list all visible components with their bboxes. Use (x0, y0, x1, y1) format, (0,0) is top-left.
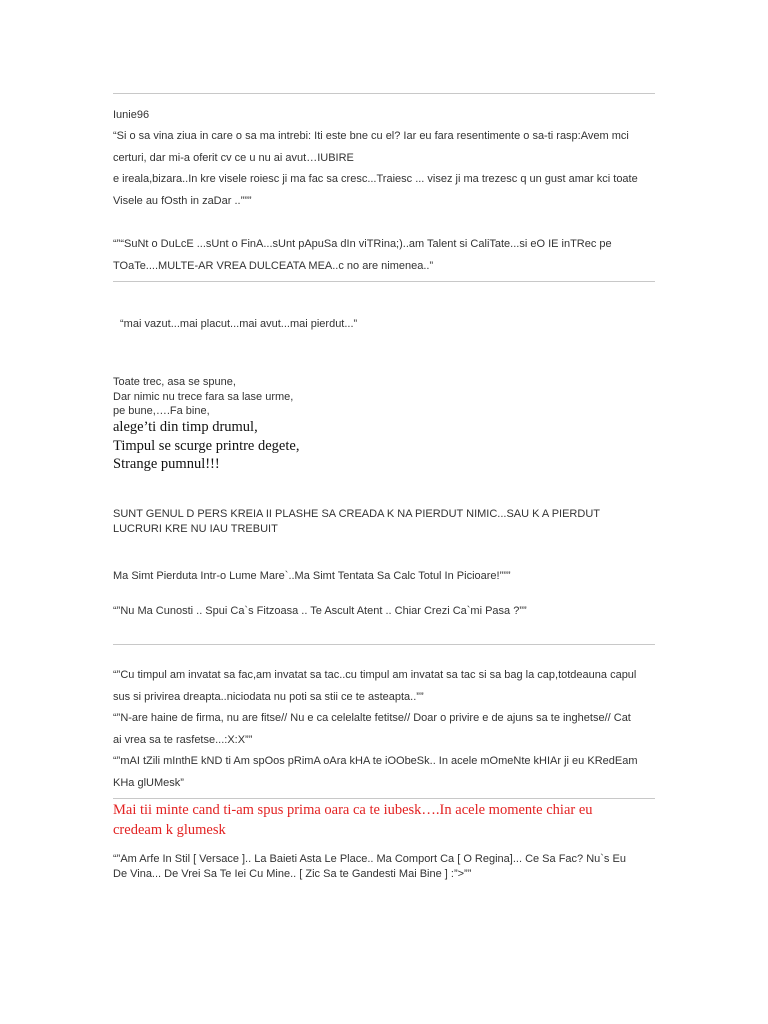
red-paragraph (113, 800, 658, 840)
text-line: TOaTe....MULTE-AR VREA DULCEATA MEA..c no are nimenea..” (113, 259, 434, 272)
text-line: certuri, dar mi-a oferit cv ce u nu ai avut…IUBIRE (113, 151, 354, 164)
divider (113, 93, 655, 94)
divider (113, 281, 655, 282)
text-block-3 (113, 665, 658, 794)
text-line: Visele au fOsth in zaDar ..””” (113, 194, 252, 207)
text-block-2 (113, 234, 658, 277)
divider (113, 644, 655, 645)
text-line: credeam k glumesk (113, 822, 226, 838)
divider (113, 798, 655, 799)
quote-line: “mai vazut...mai placut...mai avut...mai pierdut...” (120, 318, 358, 330)
text-line: “”Am Arfe In Stil [ Versace ].. La Baieti Asta Le Place.. Ma Comport Ca [ O Regina]... Ce Sa Fac? Nu`s Eu (113, 853, 626, 865)
poem-line: Timpul se scurge printre degete, (113, 437, 300, 454)
last-paragraph (113, 852, 658, 881)
text-line: De Vina... De Vrei Sa Te Iei Cu Mine.. [ Zic Sa te Gandesti Mai Bine ] :”>”” (113, 867, 472, 880)
text-line: “”mAI tZili mInthE kND ti Am spOos pRimA oAra kHA te iOObeSk.. In acele mOmeNte kHIAr ji eu KRedEam (113, 755, 638, 767)
caps-paragraph (113, 507, 658, 536)
text-line: LUCRURI KRE NU IAU TREBUIT (113, 522, 278, 535)
poem-line: Toate trec, asa se spune, (113, 376, 236, 388)
poem-line: pe bune,….Fa bine, (113, 405, 210, 417)
poem-serif (113, 418, 658, 474)
text-line: KHa glUMesk” (113, 776, 184, 789)
text-line: Mai tii minte cand ti-am spus prima oara ca te iubesk….In acele momente chiar eu (113, 802, 593, 818)
text-line: “Si o sa vina ziua in care o sa ma intrebi: Iti este bne cu el? Iar eu fara resentimente o sa-ti rasp:Avem mci (113, 130, 629, 142)
text-line: “”Cu timpul am invatat sa fac,am invatat sa tac..cu timpul am invatat sa tac si sa bag la cap,totdeauna capul (113, 669, 637, 681)
poem-line: Dar nimic nu trece fara sa lase urme, (113, 390, 294, 403)
poem-line: Strange pumnul!!! (113, 456, 220, 472)
simt-line: Ma Simt Pierduta Intr-o Lume Mare`..Ma Simt Tentata Sa Calc Totul In Picioare!””” (113, 570, 511, 582)
text-line: ai vrea sa te rasfetse...:X:X”” (113, 733, 253, 746)
text-line: “”“SuNt o DuLcE ...sUnt o FinA...sUnt pApuSa dIn viTRina;)..am Talent si CaliTate...si eO IE inTRec pe (113, 238, 612, 250)
text-line: SUNT GENUL D PERS KREIA II PLASHE SA CREADA K NA PIERDUT NIMIC...SAU K A PIERDUT (113, 508, 600, 520)
poem-sans (113, 375, 658, 419)
text-line: e ireala,bizara..In kre visele roiesc ji ma fac sa cresc...Traiesc ... visez ji ma trezesc q un gust amar kci toate (113, 173, 638, 185)
text-line: “”N-are haine de firma, nu are fitse// Nu e ca celelalte fetitse// Doar o privire e de ajuns sa te inghetse// Cat (113, 712, 631, 724)
text-block-1 (113, 126, 658, 212)
text-line: sus si privirea dreapta..niciodata nu poti sa stii ce te asteapta..”” (113, 690, 424, 703)
author-name: Iunie96 (113, 109, 150, 121)
cunosti-line: “”Nu Ma Cunosti .. Spui Ca`s Fitzoasa .. Te Ascult Atent .. Chiar Crezi Ca`mi Pasa ?”” (113, 605, 527, 617)
poem-line: alege’ti din timp drumul, (113, 419, 258, 435)
